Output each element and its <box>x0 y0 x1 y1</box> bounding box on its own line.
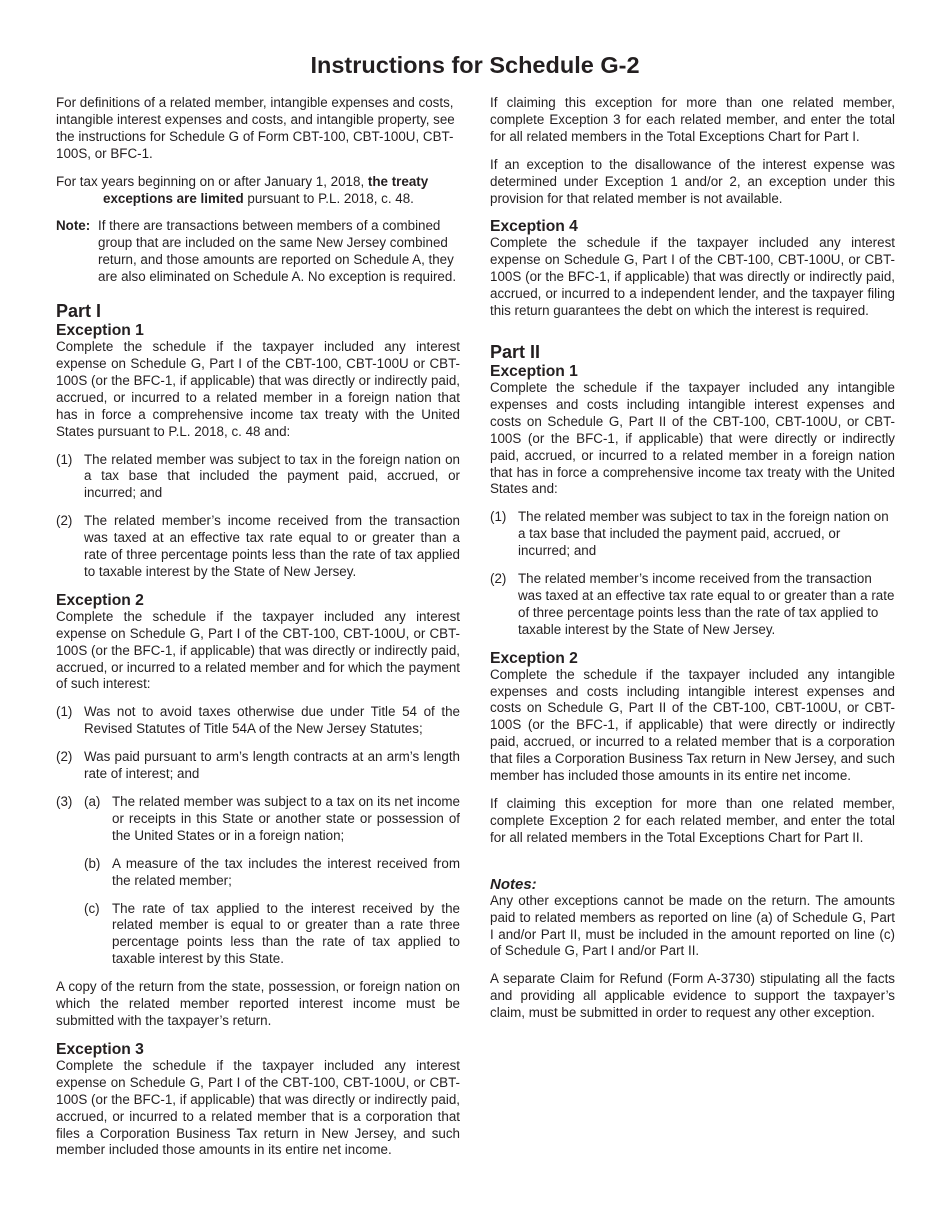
list-item: (1) Was not to avoid taxes otherwise due under Title 54 of the Revised Statutes of Title 54A of the New Jersey Statutes; <box>56 704 460 737</box>
right-column <box>490 95 895 1033</box>
list-item: (1) The related member was subject to tax in the foreign nation on a tax base that included the payment paid, accrued, or incurred; and <box>56 451 460 501</box>
intro-treaty-limit: For tax years beginning on or after January 1, 2018, the treaty exceptions are limited pursuant to P.L. 2018, c. 48. <box>56 173 429 206</box>
intro-definitions: For definitions of a related member, intangible expenses and costs, intangible interest expenses and costs, and intangible property, see the instructions for Schedule G of Form CBT-100, CBT-100U, CBT-100S, or BFC-1. <box>56 95 455 161</box>
sub-list-item: (b) A measure of the tax includes the interest received from the related member; <box>84 855 460 888</box>
page-title: Instructions for Schedule G-2 <box>310 52 640 78</box>
exception-4-text: Complete the schedule if the taxpayer included any interest expense on Schedule G, Part I of the CBT-100, CBT-100U, or CBT-100S (or the BFC-1, if applicable) that was directly or indirectly paid, accrued, or incurred to a independent lender, and the taxpayer filing this return guarantees the debt on which the interest is required. <box>490 235 895 319</box>
part-i-heading: Part I <box>56 301 102 322</box>
part-ii-heading: Part II <box>490 341 541 362</box>
part-ii-exception-2-multiple: If claiming this exception for more than one related member, complete Exception 2 for each related member, and enter the total for all related members in the Total Exceptions Chart for Part II. <box>490 796 895 845</box>
part-ii-exception-1-text: Complete the schedule if the taxpayer included any intangible expenses and costs including intangible interest expenses and costs on Schedule G, Part II of the CBT-100, CBT-100U, or CBT-100S (or the BFC-1, if applicable) that were directly or indirectly paid, accrued, or incurred to a related member in a foreign nation that has in force a comprehensive income tax treaty with the United States and: <box>490 379 895 497</box>
list-item: (2) The related member’s income received from the transaction was taxed at an effective tax rate equal to or greater than a rate of three percentage points less than the rate of tax applied to taxable interest by the State of New Jersey. <box>56 513 460 579</box>
exception-3-multiple: If claiming this exception for more than one related member, complete Exception 3 for each related member, and enter the total for all related members in the Total Exceptions Chart for Part I. <box>490 95 895 144</box>
list-item: (1) The related member was subject to tax in the foreign nation on a tax base that included the payment paid, accrued, or incurred; and <box>490 509 889 559</box>
note-block <box>56 218 460 286</box>
notes-text-2: A separate Claim for Refund (Form A-3730) stipulating all the facts and providing all applicable evidence to support the taxpayer’s claim, must be submitted in order to request any other exception. <box>490 971 895 1021</box>
exception-1-text: Complete the schedule if the taxpayer included any interest expense on Schedule G, Part I of the CBT-100, CBT-100U or CBT-100S (or the BFC-1, if applicable) that was directly or indirectly paid, accrued, or incurred to a related member in a foreign nation that has in force a comprehensive income tax treaty with the United States pursuant to P.L. 2018, c. 48 and: <box>56 339 460 439</box>
list-item: (3) (a) The related member was subject to a tax on its net income or receipts in this State or another state or possession of the United States or in a foreign nation; <box>56 794 460 843</box>
exception-2-text: Complete the schedule if the taxpayer included any interest expense on Schedule G, Part I of the CBT-100, CBT-100U, or CBT-100S (or the BFC-1, if applicable) that was directly or indirectly paid, accrued, or incurred to a related member and for which the payment of such interest: <box>56 608 460 692</box>
note-text: If there are transactions between members of a combined group that are included on the same New Jersey combined return, and those amounts are reported on Schedule A, they are also eliminated on Schedule A. No exception is required. <box>98 218 457 285</box>
notes-heading: Notes: <box>490 875 537 893</box>
sub-list-item: (c) The rate of tax applied to the interest received by the related member is equal to or greater than a rate three percentage points less than the rate of tax applied to taxable interest by this State. <box>84 900 460 967</box>
exception-3-disallowance: If an exception to the disallowance of the interest expense was determined under Exception 1 and/or 2, an exception under this provision for that related member is not available. <box>490 156 895 206</box>
exception-3-heading: Exception 3 <box>56 1040 144 1058</box>
part-ii-exception-2-heading: Exception 2 <box>490 649 578 667</box>
part-ii-exception-1-heading: Exception 1 <box>490 362 578 380</box>
list-item: (2) The related member’s income received from the transaction was taxed at an effective tax rate equal to or greater than a rate of three percentage points less than the rate of tax applied to taxable interest by the State of New Jersey. <box>490 571 895 637</box>
exception-4-heading: Exception 4 <box>490 218 578 236</box>
list-item: (2) Was paid pursuant to arm’s length contracts at an arm’s length rate of interest; and <box>56 749 460 782</box>
exception-2-copy-requirement: A copy of the return from the state, possession, or foreign nation on which the related member reported interest income must be submitted with the taxpayer’s return. <box>56 979 460 1028</box>
notes-text-1: Any other exceptions cannot be made on the return. The amounts paid to related members as reported on line (a) of Schedule G, Part I and/or Part II, must be included in the amount reported on line (c) of Schedule G, Part I and/or Part II. <box>490 892 895 959</box>
exception-2-heading: Exception 2 <box>56 591 144 609</box>
part-ii-exception-2-text: Complete the schedule if the taxpayer included any intangible expenses and costs including intangible interest expenses and costs on Schedule G, Part II of the CBT-100, CBT-100U, or CBT-100S (or the BFC-1, if applicable) that were directly or indirectly paid, accrued, or incurred to a related member that is a corporation that files a Corporation Business Tax return in New Jersey, and such member has included those amounts in its entire net income. <box>490 666 895 784</box>
exception-3-text: Complete the schedule if the taxpayer included any interest expense on Schedule G, Part I of the CBT-100, CBT-100U, or CBT-100S (or the BFC-1, if applicable) that was directly or indirectly paid, accrued, or incurred to a related member that is a corporation that files a Corporation Business Tax return in New Jersey, and such member included those amounts in its entire net income. <box>56 1057 460 1158</box>
note-label: Note: <box>56 218 91 234</box>
exception-1-heading: Exception 1 <box>56 322 144 340</box>
left-column <box>56 95 460 1170</box>
